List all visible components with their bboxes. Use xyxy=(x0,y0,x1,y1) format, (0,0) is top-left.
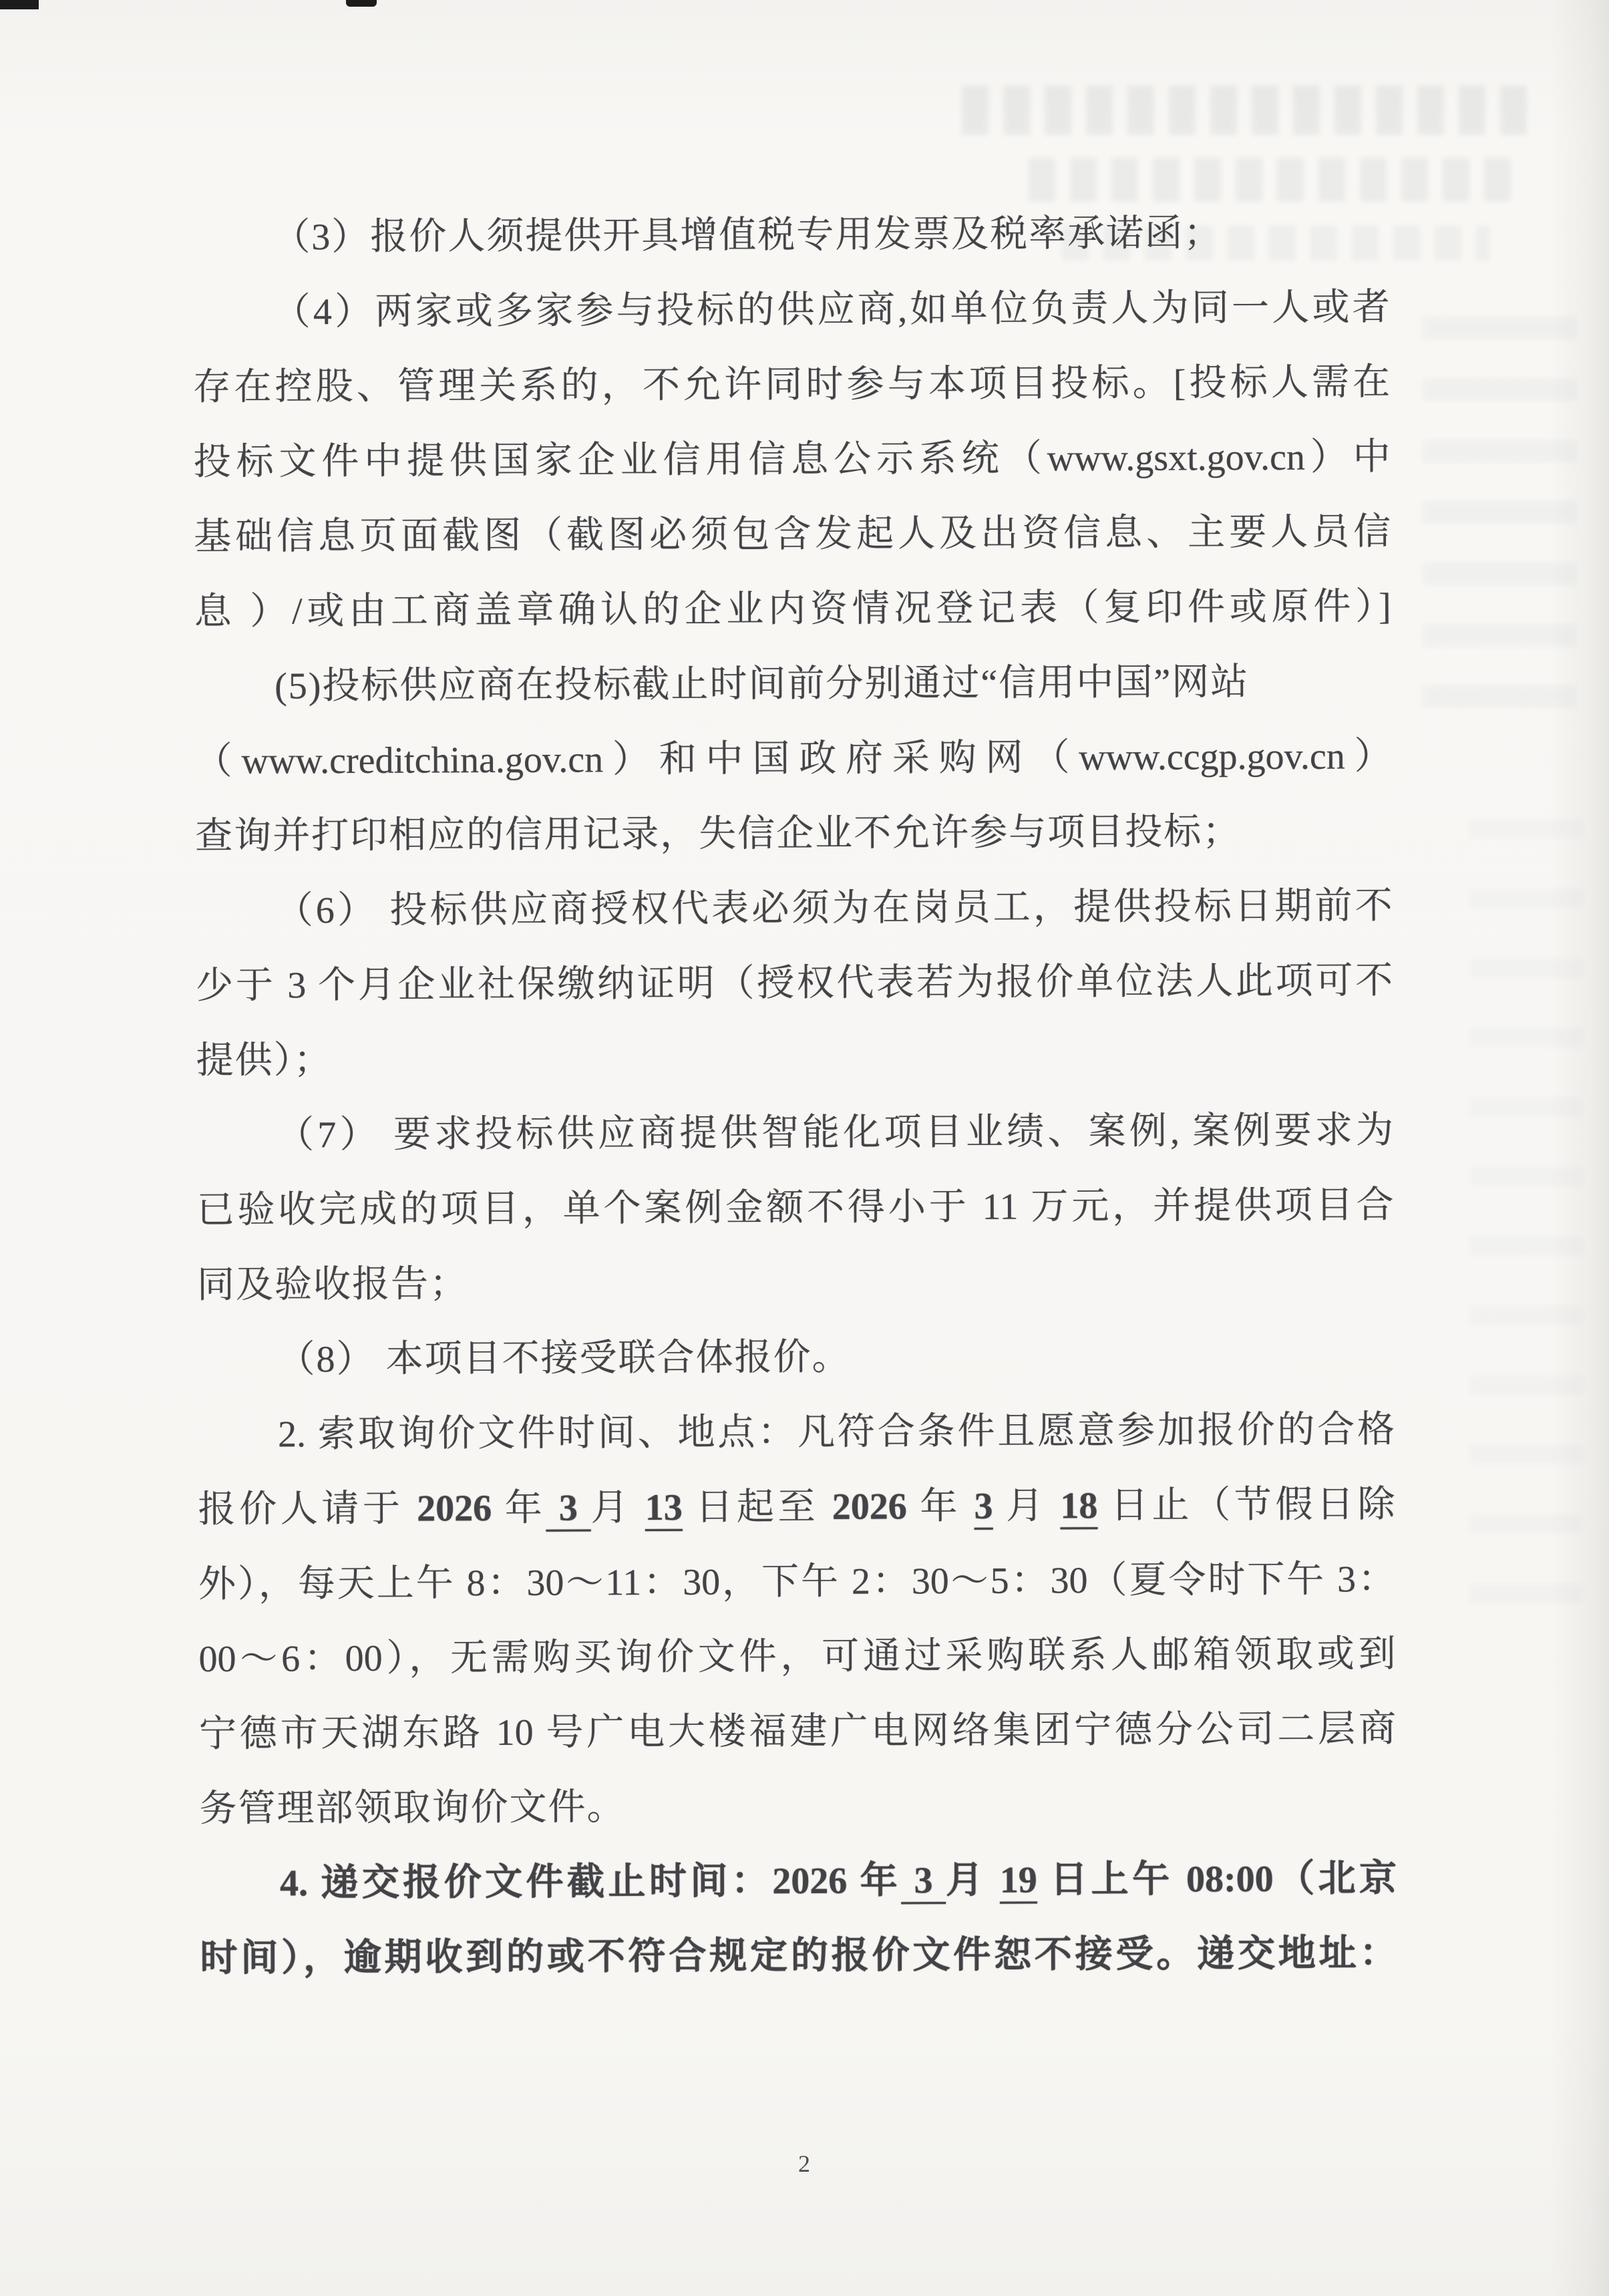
text-segment: 少于 3 个月企业社保缴纳证明（授权代表若为报价单位法人此项可不 xyxy=(195,960,1393,1007)
text-segment: (5)投标供应商在投标截止时间前分别通过“信用中国”网站 xyxy=(275,661,1250,707)
text-line xyxy=(198,1392,1395,1472)
text-segment: 日止（节假日除 xyxy=(1097,1484,1395,1527)
text-segment: 00～6：00），无需购买询价文件，可通过采购联系人邮箱领取或到 xyxy=(198,1633,1396,1680)
text-segment: 月 xyxy=(945,1859,1000,1902)
scan-mark xyxy=(0,0,39,9)
text-line xyxy=(193,345,1390,425)
page-number: 2 xyxy=(798,2150,811,2177)
text-segment: 宁德市天湖东路 10 号广电大楼福建广电网络集团宁德分公司二层商 xyxy=(198,1708,1397,1755)
text-segment: 务管理部领取询价文件。 xyxy=(199,1786,626,1830)
text-line xyxy=(198,1617,1395,1697)
text-line xyxy=(195,868,1392,949)
text-segment: 月 xyxy=(993,1485,1061,1527)
text-line xyxy=(196,1018,1393,1098)
text-segment: 查询并打印相应的信用记录，失信企业不允许参与项目投标； xyxy=(195,811,1242,857)
text-segment: 投标文件中提供国家企业信用信息公示系统（www.gsxt.gov.cn）中 xyxy=(193,436,1391,483)
text-segment: 4. 递交报价文件截止时间： xyxy=(279,1860,773,1905)
text-segment: 基础信息页面截图（截图必须包含发起人及出资信息、主要人员信 xyxy=(194,511,1391,558)
text-line xyxy=(198,1542,1395,1622)
text-line xyxy=(197,1243,1394,1323)
text-segment: 月 xyxy=(590,1487,645,1529)
text-segment: 提供）； xyxy=(196,1039,333,1082)
text-segment: 存在控股、管理关系的，不允许同时参与本项目投标。[投标人需在 xyxy=(193,361,1391,408)
text-line xyxy=(199,1766,1396,1846)
bleedthrough-artifact xyxy=(962,86,1536,135)
text-segment: （8） 本项目不接受联合体报价。 xyxy=(277,1336,851,1381)
text-line xyxy=(196,1168,1393,1248)
text-segment: （6） 投标供应商授权代表必须为在岗员工，提供投标日期前不 xyxy=(275,885,1393,932)
text-line xyxy=(198,1467,1395,1547)
text-segment: 2. 索取询价文件时间、地点：凡符合条件且愿意参加报价的合格 xyxy=(277,1409,1395,1456)
text-line xyxy=(195,794,1392,874)
text-segment: （4）两家或多家参与投标的供应商,如单位负责人为同一人或者 xyxy=(273,287,1390,333)
text-segment: 3 xyxy=(974,1485,993,1527)
text-segment: 年 xyxy=(906,1485,974,1528)
text-segment: 时间），逾期收到的或不符合规定的报价文件恕不接受。递交地址： xyxy=(200,1933,1397,1979)
text-segment: 日上午 08:00（北京 xyxy=(1037,1858,1397,1901)
text-segment: 3 xyxy=(900,1860,946,1902)
text-segment: 2026 xyxy=(772,1860,848,1903)
text-line xyxy=(194,494,1391,575)
bleedthrough-artifact xyxy=(1423,294,1576,708)
text-line xyxy=(197,1317,1394,1398)
text-line xyxy=(192,195,1389,275)
text-line xyxy=(194,569,1391,649)
text-line xyxy=(192,270,1389,350)
text-segment: 外），每天上午 8：30～11：30，下午 2：30～5：30（夏令时下午 3： xyxy=(198,1559,1396,1605)
bleedthrough-artifact xyxy=(1469,802,1583,1603)
text-line xyxy=(196,1093,1393,1173)
text-segment: 2026 xyxy=(417,1488,492,1530)
text-segment: （3）报价人须提供开具增值税专用发票及税率承诺函； xyxy=(273,212,1223,259)
text-segment: 年 xyxy=(492,1487,546,1530)
text-line xyxy=(196,943,1393,1023)
text-line xyxy=(193,420,1390,500)
text-segment: 年 xyxy=(847,1860,902,1902)
text-segment: 已验收完成的项目，单个案例金额不得小于 11 万元，并提供项目合 xyxy=(196,1184,1394,1231)
text-segment: 18 xyxy=(1060,1485,1098,1527)
text-segment: 2026 xyxy=(832,1486,907,1528)
scan-mark xyxy=(346,0,377,7)
text-line xyxy=(200,1841,1397,1921)
text-segment: 19 xyxy=(999,1859,1037,1901)
text-segment: （7） 要求投标供应商提供智能化项目业绩、案例, 案例要求为 xyxy=(276,1110,1394,1156)
text-segment: 13 xyxy=(645,1486,683,1529)
text-line xyxy=(200,1916,1397,1996)
text-line xyxy=(194,719,1391,799)
document-body xyxy=(192,195,1397,1996)
text-segment: 日起至 xyxy=(682,1486,832,1528)
text-segment: 3 xyxy=(546,1487,591,1529)
text-line xyxy=(199,1691,1396,1772)
text-segment: 同及验收报告； xyxy=(196,1263,469,1306)
text-segment: （www.creditchina.gov.cn）和中国政府采购网（www.ccgp.gov.cn） xyxy=(194,735,1392,782)
text-segment: 报价人请于 xyxy=(198,1488,417,1530)
text-segment: 息 ）/或由工商盖章确认的企业内资情况登记表（复印件或原件）] xyxy=(194,586,1391,633)
text-line xyxy=(194,644,1391,724)
